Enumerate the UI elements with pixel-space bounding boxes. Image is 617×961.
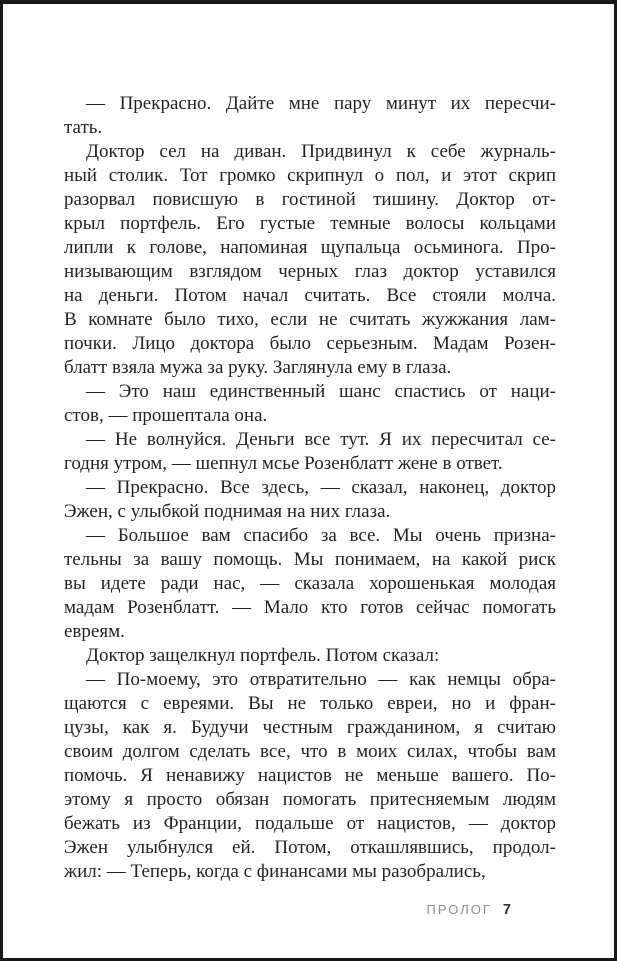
text-line: тельны за вашу помощь. Мы понимаем, на какой риск: [64, 549, 556, 570]
text-line: Эжен улыбнулся ей. Потом, откашлявшись, продол-: [64, 837, 556, 858]
text-line: — По-моему, это отвратительно — как немцы обра-: [86, 669, 556, 690]
paragraph: [64, 668, 556, 884]
paragraph: [64, 92, 556, 140]
page-number: 7: [502, 902, 511, 918]
text-line: евреям.: [64, 621, 125, 642]
text-line: вы идете ради нас, — сказала хорошенькая молодая: [64, 573, 556, 594]
text-line: — Большое вам спасибо за все. Мы очень призна-: [86, 525, 556, 546]
text-line: Доктор сел на диван. Придвинул к себе журналь-: [86, 141, 556, 162]
text-line: цузы, как я. Будучи честным гражданином, я считаю: [64, 717, 556, 738]
paragraph: [64, 140, 556, 380]
text-line: щаются с евреями. Вы не только евреи, но и фран-: [64, 693, 556, 714]
text-line: стов, — прошептала она.: [64, 405, 268, 426]
text-line: Доктор защелкнул портфель. Потом сказал:: [86, 645, 440, 666]
paragraph: [64, 644, 556, 668]
text-line: почки. Лицо доктора было серьезным. Мадам Розен-: [64, 333, 556, 354]
text-line: Эжен, с улыбкой поднимая на них глаза.: [64, 501, 391, 522]
footer-section-label: ПРОЛОГ: [426, 902, 492, 917]
text-line: блатт взяла мужа за руку. Заглянула ему в глаза.: [64, 357, 452, 378]
text-line: годня утром, — шепнул мсье Розенблатт жене в ответ.: [64, 453, 503, 474]
text-line: — Прекрасно. Все здесь, — сказал, наконец, доктор: [86, 477, 556, 498]
text-line: крыл портфель. Его густые темные волосы кольцами: [64, 213, 556, 234]
text-line: липли к голове, напоминая щупальца осьминога. Про-: [64, 237, 556, 258]
text-line: этому я просто обязан помогать притесняемым людям: [64, 789, 556, 810]
paragraph: [64, 428, 556, 476]
text-line: — Прекрасно. Дайте мне пару минут их пересчи-: [86, 93, 556, 114]
page-footer: [427, 902, 511, 918]
text-line: В комнате было тихо, если не считать жужжания лам-: [64, 309, 556, 330]
text-line: на деньги. Потом начал считать. Все стояли молча.: [64, 285, 556, 306]
text-line: помочь. Я ненавижу нацистов не меньше вашего. По-: [64, 765, 556, 786]
paragraph: [64, 380, 556, 428]
text-line: жил: — Теперь, когда с финансами мы разобрались,: [64, 861, 486, 882]
text-line: ный столик. Тот громко скрипнул о пол, и этот скрип: [64, 165, 556, 186]
text-line: мадам Розенблатт. — Мало кто готов сейчас помогать: [64, 597, 556, 618]
text-line: разорвал повисшую в гостиной тишину. Доктор от-: [64, 189, 556, 210]
page-text: [64, 92, 556, 884]
text-line: тать.: [64, 117, 103, 138]
text-line: своим долгом сделать все, что в моих силах, чтобы вам: [64, 741, 556, 762]
text-line: — Это наш единственный шанс спастись от наци-: [86, 381, 556, 402]
text-line: бежать из Франции, подальше от нацистов, — доктор: [64, 813, 556, 834]
text-line: низывающим взглядом черных глаз доктор уставился: [64, 261, 556, 282]
paragraph: [64, 524, 556, 644]
paragraph: [64, 476, 556, 524]
text-line: — Не волнуйся. Деньги все тут. Я их пересчитал се-: [86, 429, 556, 450]
